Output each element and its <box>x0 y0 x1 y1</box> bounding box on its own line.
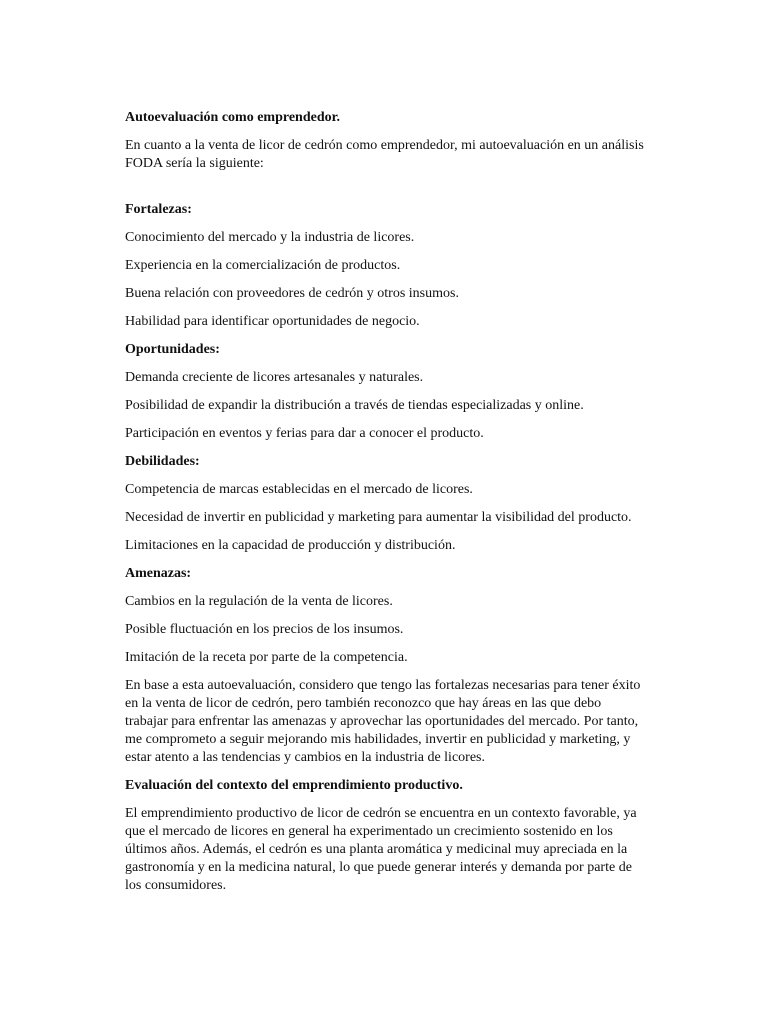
document-title: Autoevaluación como emprendedor. <box>125 110 341 125</box>
fortalezas-item: Experiencia en la comercialización de productos. <box>125 258 401 273</box>
amenazas-item: Cambios en la regulación de la venta de licores. <box>125 594 393 609</box>
conclusion-paragraph: En base a esta autoevaluación, considero que tengo las fortalezas necesarias para tener éxito en la venta de licor de cedrón, pero también reconozco que hay áreas en las que debo trabajar para enfrentar las amenazas y aprovechar las oportunidades del mercado. Por tanto, me comprometo a seguir mejorando mis habilidades, invertir en publicidad y marketing, y estar atento a las tendencias y cambios en la industria de licores. <box>125 678 641 765</box>
fortalezas-item: Buena relación con proveedores de cedrón y otros insumos. <box>125 286 459 301</box>
amenazas-item: Imitación de la receta por parte de la competencia. <box>125 650 408 665</box>
fortalezas-item: Habilidad para identificar oportunidades de negocio. <box>125 314 420 329</box>
intro-paragraph: En cuanto a la venta de licor de cedrón como emprendedor, mi autoevaluación en un análisis FODA sería la siguiente: <box>125 138 644 171</box>
amenazas-heading: Amenazas: <box>125 566 192 581</box>
fortalezas-item: Conocimiento del mercado y la industria de licores. <box>125 230 415 245</box>
debilidades-item: Limitaciones en la capacidad de producción y distribución. <box>125 538 456 553</box>
section2-paragraph: El emprendimiento productivo de licor de cedrón se encuentra en un contexto favorable, ya que el mercado de licores en general ha experimentado un crecimiento sostenido en los últimos años. Además, el cedrón es una planta aromática y medicinal muy apreciada en la gastronomía y en la medicina natural, lo que puede generar interés y demanda por parte de los consumidores. <box>125 806 637 893</box>
debilidades-item: Competencia de marcas establecidas en el mercado de licores. <box>125 482 473 497</box>
document-body <box>125 109 645 905</box>
amenazas-item: Posible fluctuación en los precios de los insumos. <box>125 622 404 637</box>
oportunidades-item: Demanda creciente de licores artesanales y naturales. <box>125 370 424 385</box>
oportunidades-item: Posibilidad de expandir la distribución a través de tiendas especializadas y online. <box>125 398 584 413</box>
oportunidades-item: Participación en eventos y ferias para dar a conocer el producto. <box>125 426 484 441</box>
oportunidades-heading: Oportunidades: <box>125 342 220 357</box>
debilidades-item: Necesidad de invertir en publicidad y marketing para aumentar la visibilidad del producto. <box>125 510 632 525</box>
section2-title: Evaluación del contexto del emprendimiento productivo. <box>125 778 463 793</box>
debilidades-heading: Debilidades: <box>125 454 200 469</box>
fortalezas-heading: Fortalezas: <box>125 202 192 217</box>
